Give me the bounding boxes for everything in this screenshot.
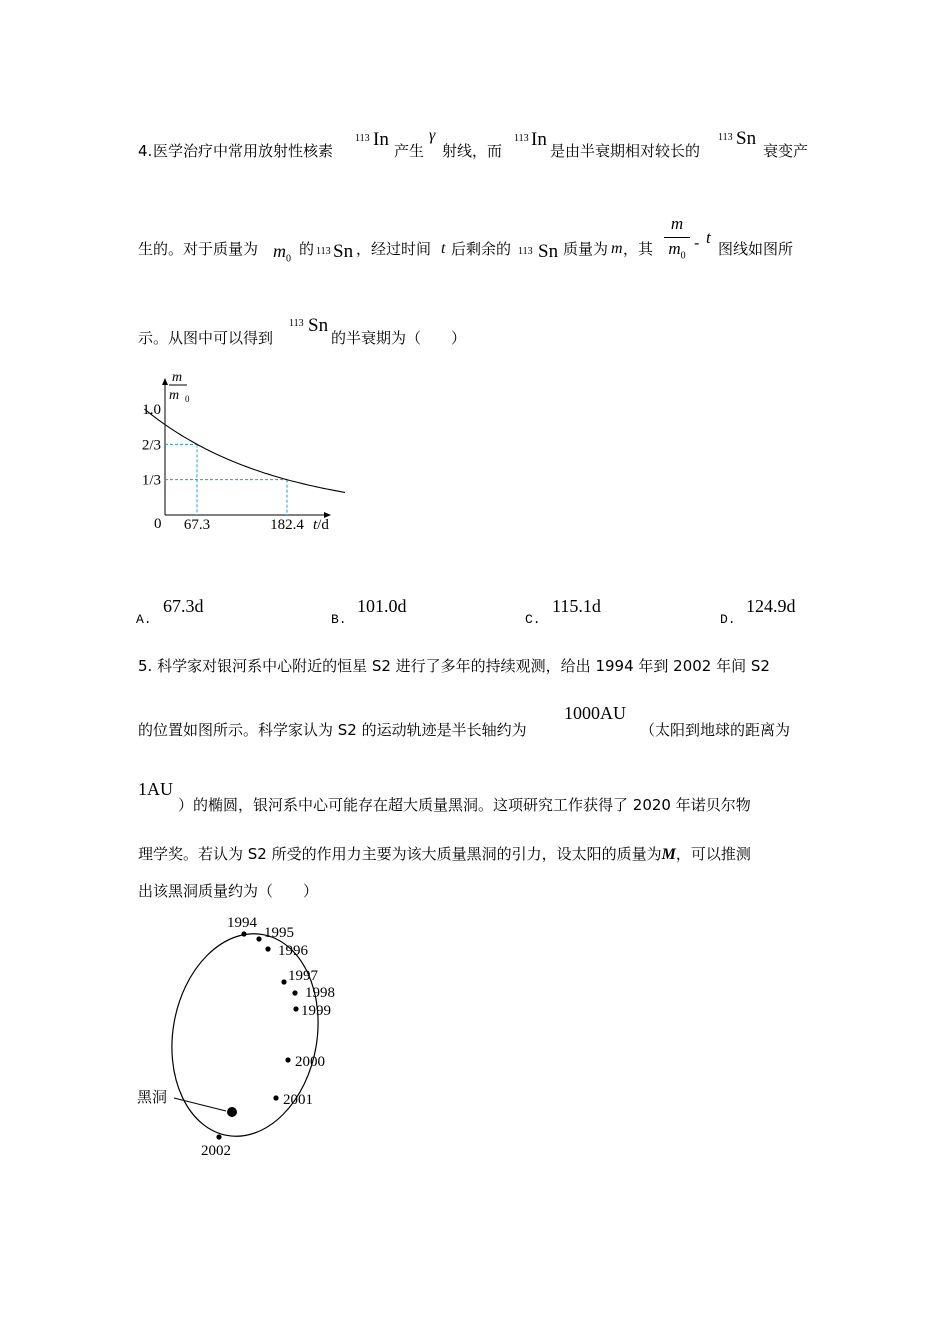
y-tick-label: 1/3 [141,472,161,489]
decay-chart [130,365,345,540]
q4-text: 图线如图所 [718,240,794,258]
au-value: 1AU [138,779,173,799]
black-hole-label: 黑洞 [137,1088,168,1106]
origin-label: 0 [154,516,162,532]
option-value: 115.1d [552,596,601,616]
black-hole-pointer [174,1098,226,1111]
orbit-diagram [130,905,360,1170]
element-symbol: Sn [333,241,354,262]
option-letter: C. [525,612,541,627]
position-dot-2001 [273,1095,278,1100]
option-c[interactable] [525,596,645,626]
mass-number: 113 [316,246,331,257]
x-tick-label: 67.3 [183,517,211,533]
q5-line-5: 出该黑洞质量约为（ ） [138,882,319,900]
year-label-1996: 1996 [278,943,308,959]
position-dot-1998 [292,990,297,995]
element-symbol: Sn [308,315,329,336]
t-variable: t [441,240,446,257]
option-letter: B. [331,612,347,627]
q4-text: 的 [299,240,315,258]
mass-number: 113 [518,246,533,257]
q5-text: ，可以推测 [675,845,751,863]
option-a[interactable] [136,596,256,626]
q4-text: 衰变产 [763,142,809,160]
element-symbol: Sn [538,241,559,262]
year-label-2002: 2002 [201,1143,231,1159]
q4-text: 质量为 [563,240,609,258]
q5-line-1: 5. 科学家对银河系中心附近的恒星 S2 进行了多年的持续观测，给出 1994 年到 2002 年间 S2 [138,657,770,675]
q5-line-3 [138,778,838,818]
q4-number: 4. [138,142,153,160]
t-variable: t [706,228,711,247]
x-axis-label: t/d [313,517,329,533]
q5-text: 理学奖。若认为 S2 所受的作用力主要为该大质量黑洞的引力，设太阳的质量为 [138,845,662,863]
dash-symbol: - [694,234,700,252]
option-d[interactable] [720,596,840,626]
mass-number: 113 [289,318,304,329]
option-value: 124.9d [746,596,796,616]
q4-text: 医学治疗中常用放射性核素 [153,142,334,160]
option-b[interactable] [331,596,451,626]
option-value: 67.3d [163,596,204,616]
position-dot-1994 [241,931,246,936]
black-hole-dot [227,1107,237,1117]
q4-text: ，经过时间 [356,240,432,258]
year-label-2001: 2001 [283,1092,313,1108]
q4-text: ，其 [623,240,654,258]
y-axis-label-den: m [168,388,180,403]
q4-text: 产生 [394,142,425,160]
q4-text: 后剩余的 [451,240,512,258]
mass-ratio-fraction: $\frac{m}{m_0}$ [664,214,690,267]
q4-text: 射线，而 [442,142,503,160]
mass-number: 113 [355,133,370,144]
m-variable: m [611,240,623,257]
position-dot-1999 [293,1006,298,1011]
m0-symbol: $m_0$ [273,241,291,265]
q5-text: （太阳到地球的距离为 [640,721,791,739]
q4-text: 是由半衰期相对较长的 [550,142,701,160]
year-label-1995: 1995 [264,925,294,941]
year-label-1994: 1994 [227,915,257,931]
y-tick-label: 1.0 [142,402,161,418]
q4-text: 示。从图中可以得到 [138,329,274,347]
q5-text: ）的椭圆，银河系中心可能存在超大质量黑洞。这项研究工作获得了 2020 年诺贝尔物 [178,796,751,814]
q5-text: 的位置如图所示。科学家认为 S2 的运动轨迹是半长轴约为 [138,721,527,739]
q5-line-2 [138,700,838,740]
sun-mass-symbol: M [661,846,676,863]
q4-text: 生的。对于质量为 [138,240,259,258]
position-dot-2000 [285,1057,290,1062]
position-dot-1995 [256,936,261,941]
year-label-1998: 1998 [305,985,335,1001]
gamma-symbol: γ [429,127,436,144]
year-label-2000: 2000 [295,1054,325,1070]
element-symbol: In [531,129,547,150]
option-value: 101.0d [357,596,407,616]
option-letter: D. [720,612,736,627]
position-dot-1996 [265,946,270,951]
q4-text: 的半衰期为（ ） [331,329,467,347]
year-label-1997: 1997 [288,968,318,984]
year-label-1999: 1999 [301,1003,331,1019]
mass-number: 113 [718,132,733,143]
mass-number: 113 [514,133,529,144]
element-symbol: In [373,129,389,150]
option-letter: A. [136,612,152,627]
y-axis-label-den-sub: 0 [185,394,190,404]
semi-major-axis-value: 1000AU [564,703,626,723]
x-tick-label: 182.4 [270,517,304,533]
q5-line-4 [138,845,751,864]
decay-curve [141,409,345,495]
y-tick-label: 2/3 [141,437,161,454]
y-axis-label-num: m [171,370,183,385]
element-symbol: Sn [736,128,757,149]
position-dot-2002 [216,1134,221,1139]
position-dot-1997 [281,979,286,984]
